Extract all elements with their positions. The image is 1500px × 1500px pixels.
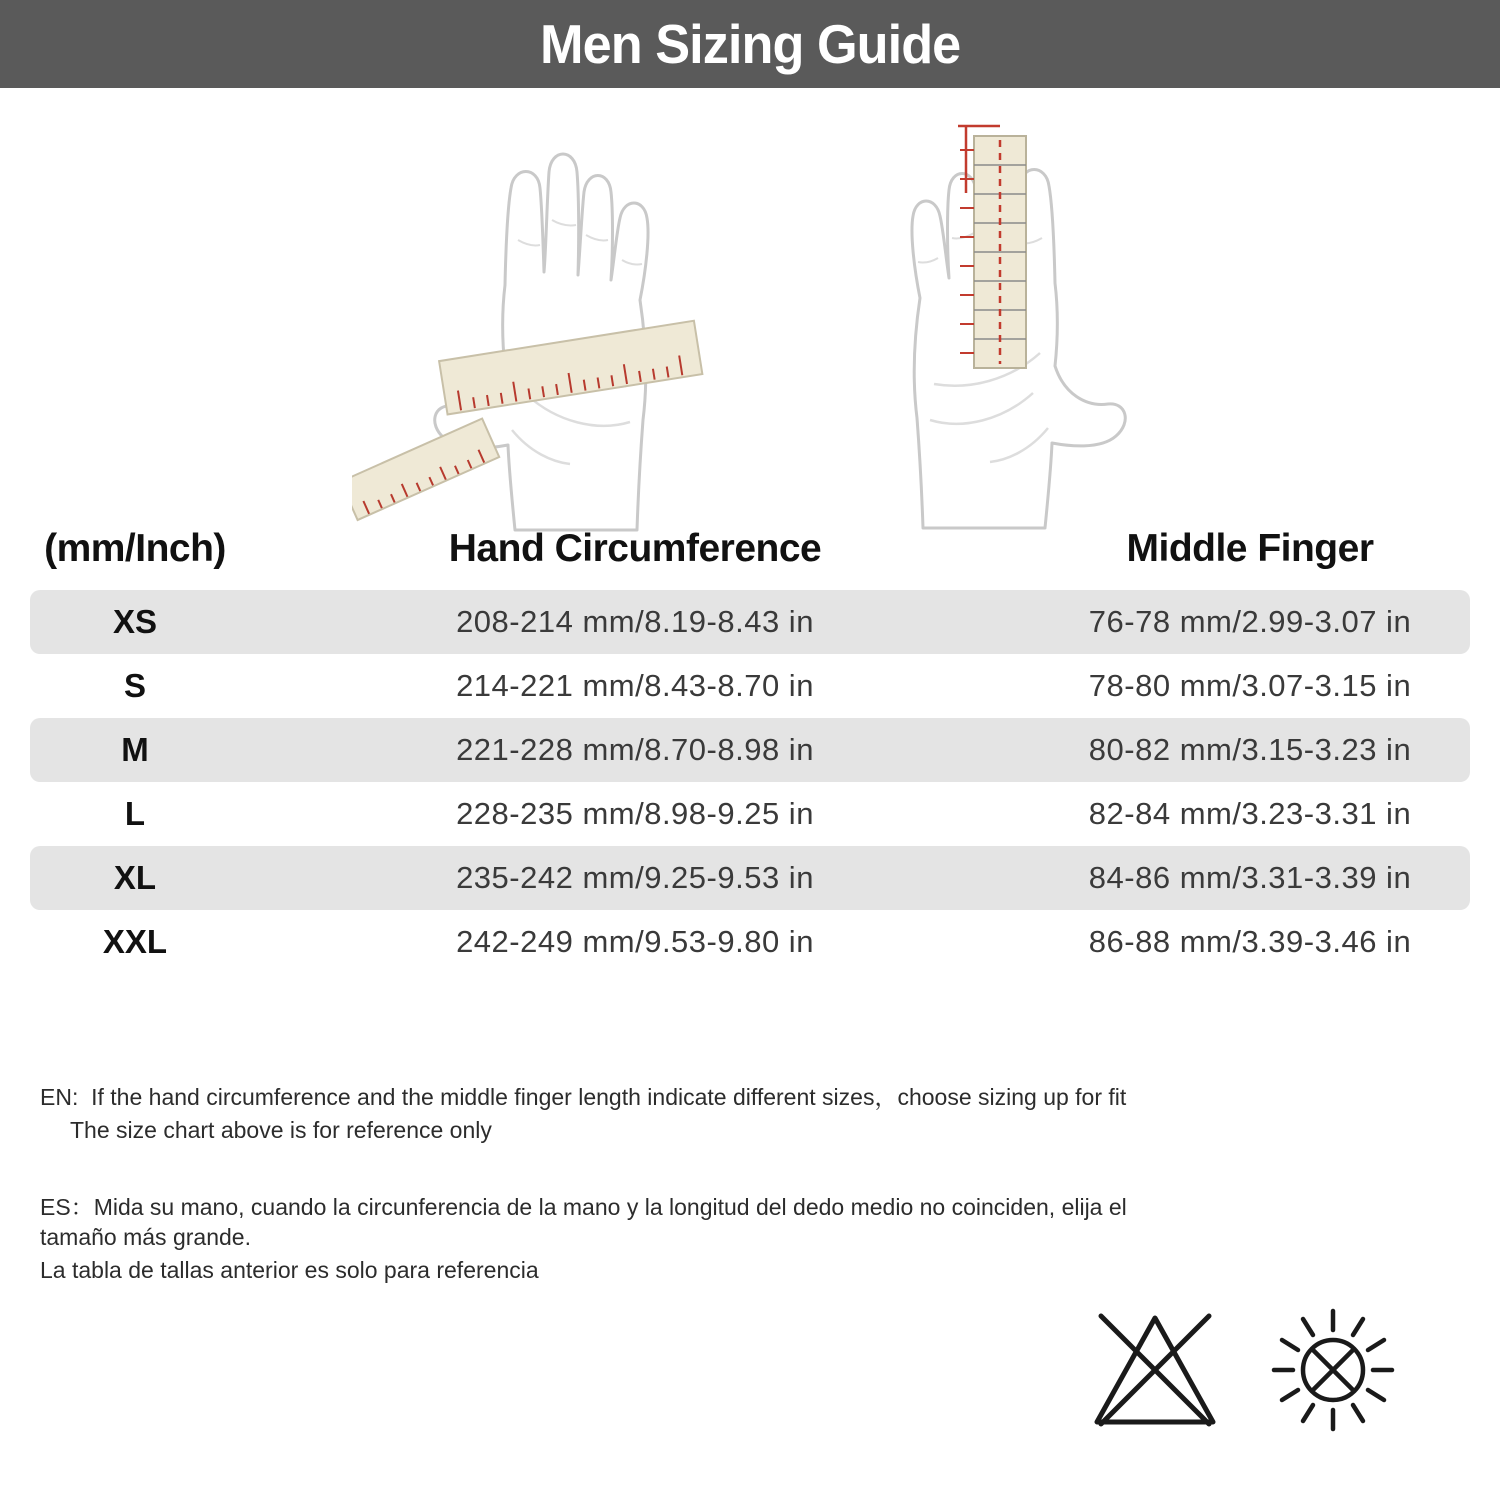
hand-circumference-value: 242-249 mm/9.53-9.80 in bbox=[456, 924, 814, 959]
middle-finger-value: 86-88 mm/3.39-3.46 in bbox=[1088, 924, 1412, 959]
table-row-xxl bbox=[30, 910, 1470, 974]
hand-circumference-value: 208-214 mm/8.19-8.43 in bbox=[456, 604, 814, 639]
page-title: Men Sizing Guide bbox=[539, 13, 961, 75]
note-spanish-line1: ES：Mida su mano, cuando la circunferencia de la mano y la longitud del dedo medio no coinciden, elija el tamaño más grande. bbox=[40, 1194, 1127, 1250]
middle-finger-value: 82-84 mm/3.23-3.31 in bbox=[1088, 796, 1412, 831]
middle-finger-value: 84-86 mm/3.31-3.39 in bbox=[1088, 860, 1412, 895]
note-english bbox=[40, 1082, 1140, 1145]
size-label: L bbox=[124, 795, 146, 832]
note-spanish-label: ES： bbox=[40, 1194, 94, 1220]
middle-finger-value: 76-78 mm/2.99-3.07 in bbox=[1088, 604, 1412, 639]
size-label: S bbox=[123, 667, 146, 704]
header-bar bbox=[0, 0, 1500, 88]
note-spanish-line2: La tabla de tallas anterior es solo para referencia bbox=[40, 1257, 539, 1283]
tape-measure-tail bbox=[352, 419, 499, 520]
table-row-xs bbox=[30, 590, 1470, 654]
size-label: XL bbox=[113, 859, 157, 896]
hand-circumference-illustration bbox=[352, 100, 712, 540]
hand-circumference-value: 221-228 mm/8.70-8.98 in bbox=[456, 732, 814, 767]
table-row-xl bbox=[30, 846, 1470, 910]
note-english-line2: The size chart above is for reference only bbox=[70, 1117, 492, 1143]
column-header-unit: (mm/Inch) bbox=[44, 527, 226, 570]
hand-circumference-value: 235-242 mm/9.25-9.53 in bbox=[456, 860, 814, 895]
table-row-l bbox=[30, 782, 1470, 846]
column-header-middle-finger: Middle Finger bbox=[1126, 527, 1374, 570]
hand-circumference-value: 214-221 mm/8.43-8.70 in bbox=[456, 668, 814, 703]
do-not-bleach-icon bbox=[1085, 1300, 1225, 1440]
table-row-s bbox=[30, 654, 1470, 718]
hand-circumference-value: 228-235 mm/8.98-9.25 in bbox=[456, 796, 814, 831]
size-label: XS bbox=[112, 603, 158, 640]
size-label: M bbox=[121, 731, 149, 768]
size-label: XXL bbox=[102, 923, 168, 960]
table-row-m bbox=[30, 718, 1470, 782]
sizing-table bbox=[30, 508, 1470, 974]
middle-finger-value: 80-82 mm/3.15-3.23 in bbox=[1088, 732, 1412, 767]
middle-finger-value: 78-80 mm/3.07-3.15 in bbox=[1088, 668, 1412, 703]
do-not-dry-in-sun-icon bbox=[1258, 1292, 1408, 1442]
middle-finger-illustration bbox=[848, 98, 1148, 538]
note-spanish bbox=[40, 1192, 1140, 1285]
table-header-row bbox=[30, 508, 1470, 590]
note-english-label: EN: bbox=[40, 1084, 79, 1110]
note-english-line1: EN: If the hand circumference and the middle finger length indicate different sizes，choose sizing up for fit bbox=[40, 1084, 1127, 1110]
column-header-hand-circumference: Hand Circumference bbox=[448, 527, 822, 570]
